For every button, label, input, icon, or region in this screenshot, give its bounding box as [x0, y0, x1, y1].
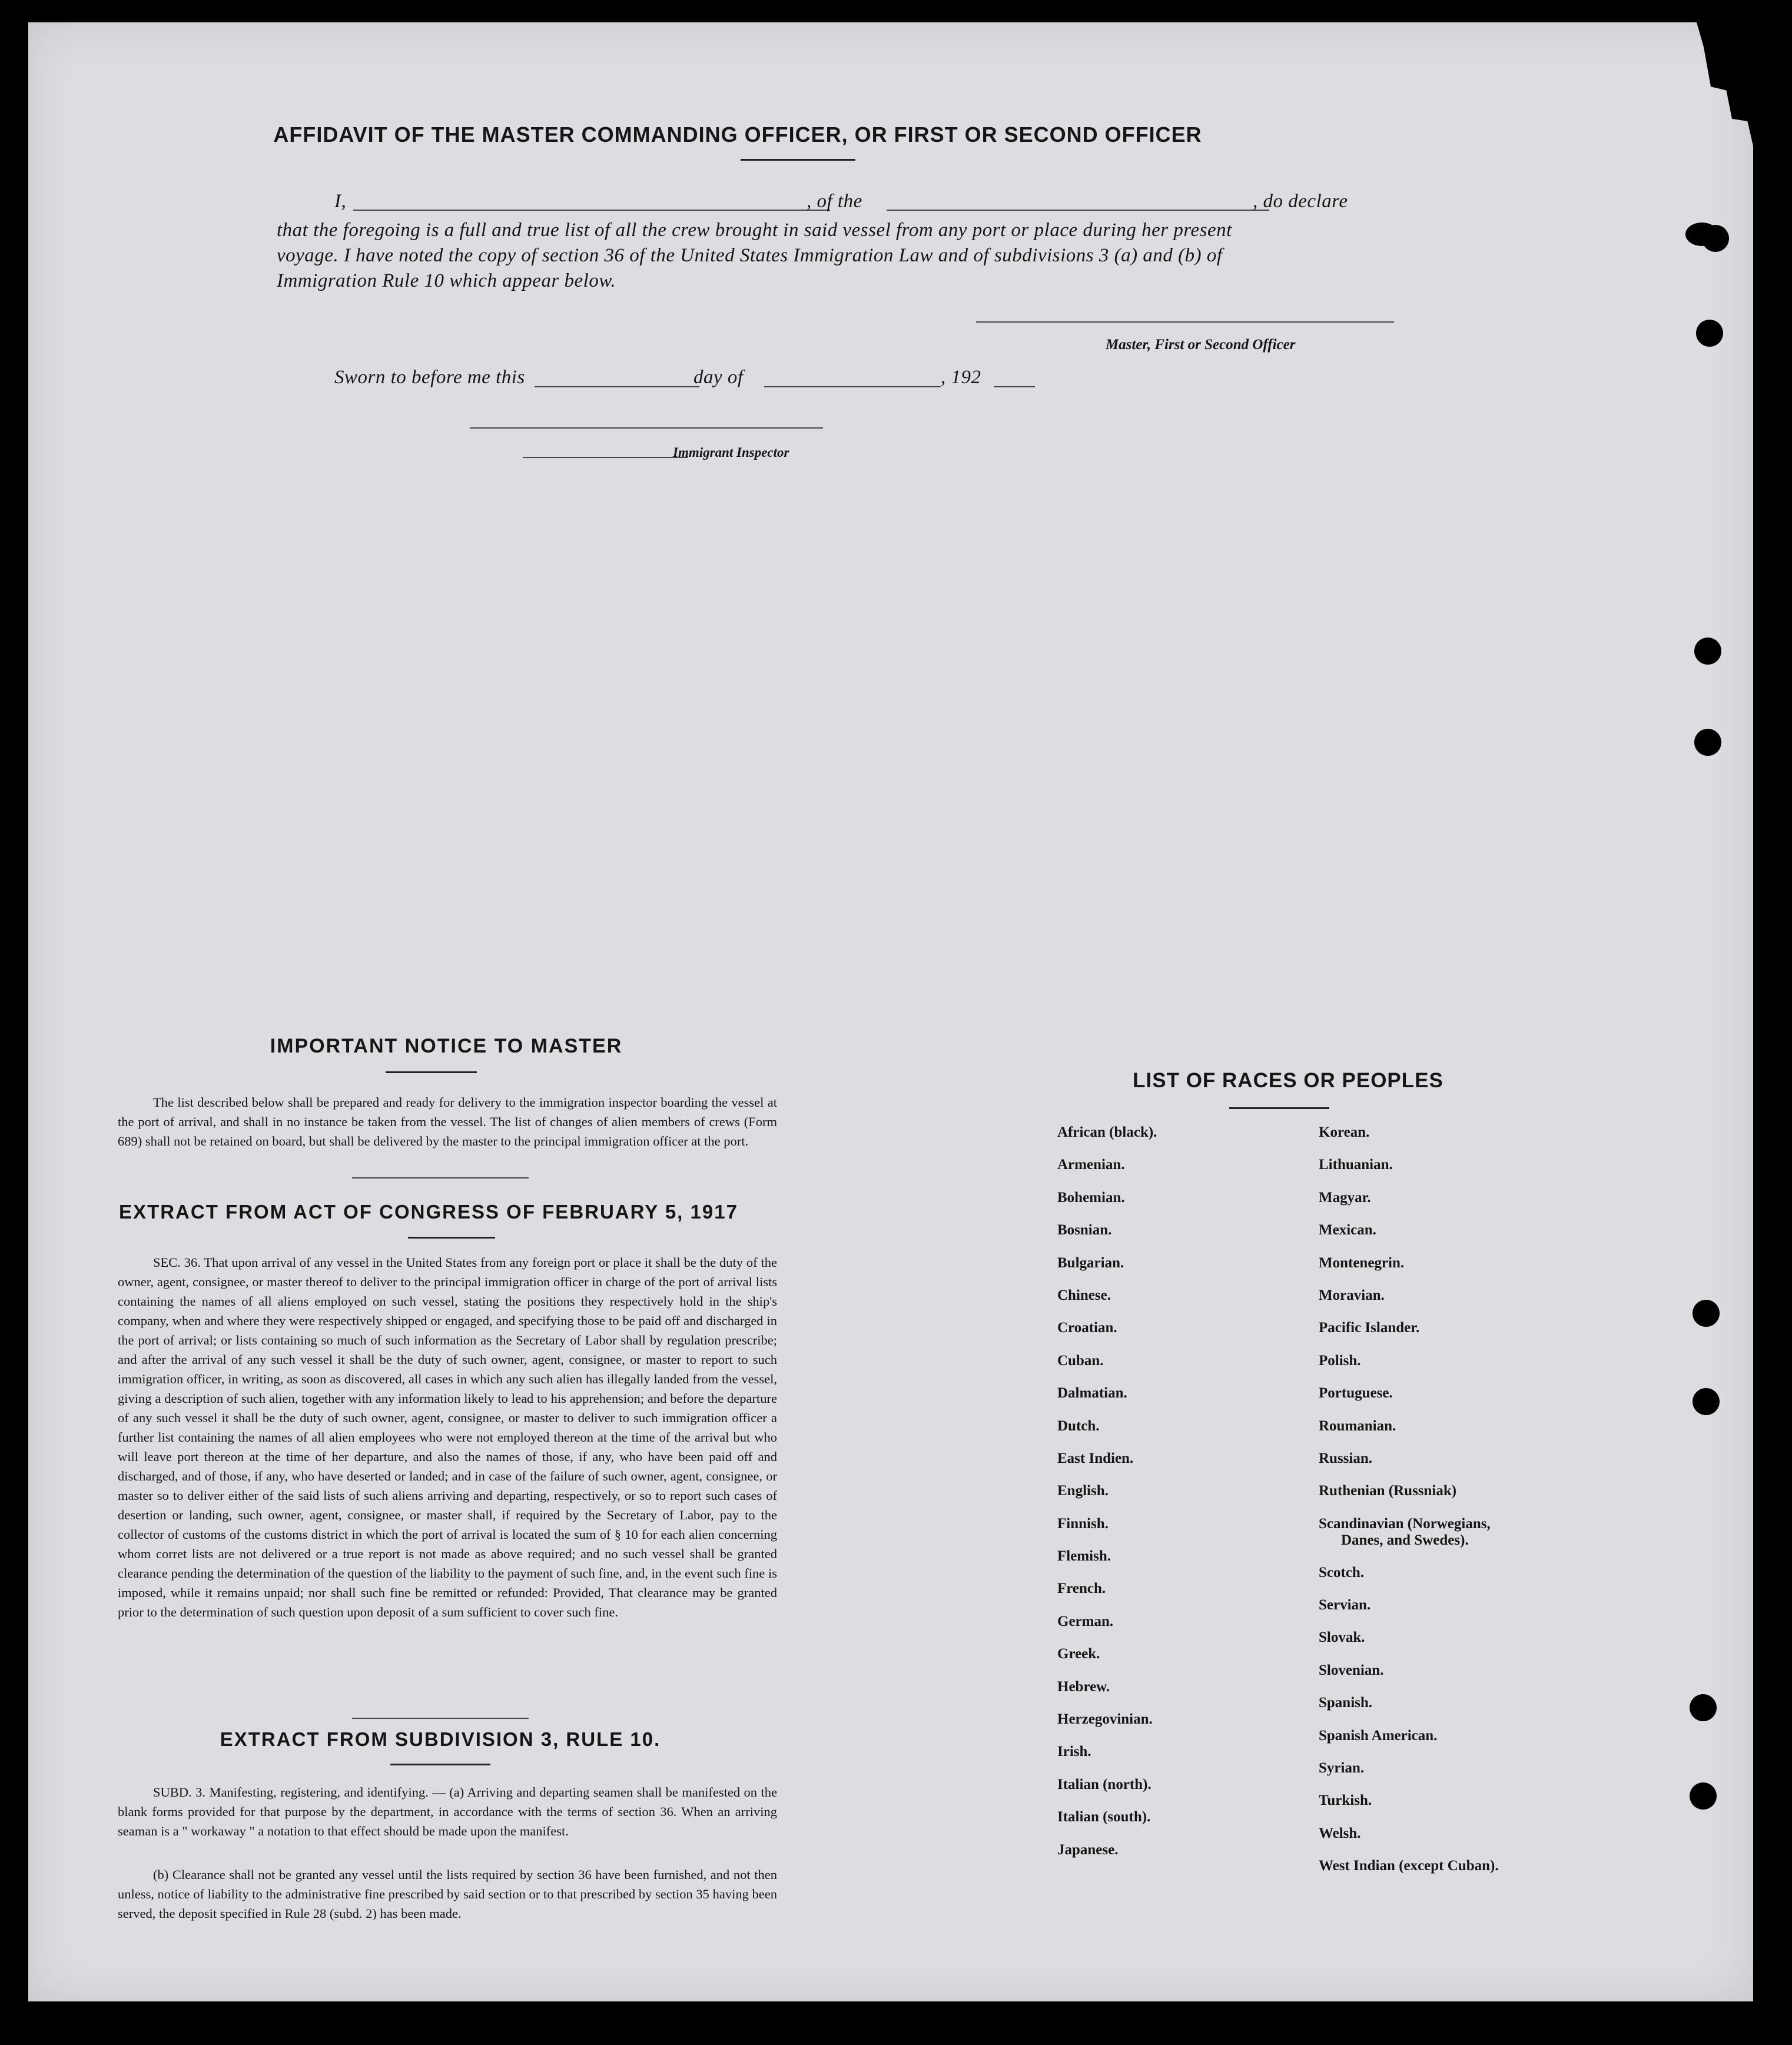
- affidavit-line-3: voyage. I have noted the copy of section 36 of the United States Immigration Law and of subdivisions 3 (a) and (b) of: [277, 245, 1223, 266]
- affidavit-declare-label: , do declare: [1253, 191, 1348, 212]
- race-item: Mexican.: [1319, 1222, 1376, 1239]
- extract-act-divider: [408, 1237, 495, 1239]
- signature-blank-line: [976, 321, 1394, 323]
- punch-hole-icon: [1693, 1388, 1720, 1415]
- race-item-scandinavian: [1319, 1508, 1499, 1556]
- race-item: Spanish.: [1319, 1695, 1373, 1711]
- race-item: Japanese.: [1057, 1841, 1119, 1858]
- race-item: Irish.: [1057, 1744, 1091, 1760]
- race-item: Portuguese.: [1319, 1385, 1393, 1402]
- notice-divider: [386, 1071, 477, 1073]
- torn-corner: [1683, 22, 1753, 146]
- affidavit-line-4: Immigration Rule 10 which appear below.: [277, 270, 616, 291]
- year-blank-line: [994, 386, 1035, 387]
- extract-act-end-divider: [352, 1718, 529, 1719]
- punch-hole-icon: [1690, 1694, 1717, 1721]
- race-item: Slovenian.: [1319, 1662, 1384, 1678]
- affidavit-i-label: I,: [334, 191, 347, 212]
- race-item: Montenegrin.: [1319, 1254, 1405, 1271]
- race-item: Servian.: [1319, 1597, 1371, 1614]
- document-page: [28, 22, 1753, 2001]
- extract-rule-title: EXTRACT FROM SUBDIVISION 3, RULE 10.: [220, 1728, 661, 1750]
- rule-paragraph-a: SUBD. 3. Manifesting, registering, and identifying. — (a) Arriving and departing seamen shall be manifested on the blank forms provided for that purpose by the department, in accordance with the terms of section 36. When an arriving seaman is a " workaway " a notation to that effect should be made upon the manifest.: [118, 1785, 777, 1838]
- punch-hole-icon: [1690, 1782, 1717, 1810]
- race-item: Korean.: [1319, 1124, 1370, 1140]
- race-item-line: Scandinavian (Norwegians,: [1319, 1515, 1491, 1532]
- race-item: Bohemian.: [1057, 1189, 1125, 1206]
- punch-hole-icon: [1702, 225, 1729, 252]
- race-item: Turkish.: [1319, 1792, 1372, 1809]
- races-column-1: [1057, 1116, 1157, 1866]
- affidavit-line-2: that the foregoing is a full and true list of all the crew brought in said vessel from any port or place during her present: [277, 220, 1232, 241]
- race-item: English.: [1057, 1483, 1109, 1499]
- race-item: Pacific Islander.: [1319, 1320, 1420, 1336]
- race-item: Scotch.: [1319, 1564, 1365, 1581]
- race-item: Croatian.: [1057, 1320, 1117, 1336]
- race-item: Flemish.: [1057, 1548, 1111, 1565]
- notice-body: The list described below shall be prepared and ready for delivery to the immigration inspector boarding the vessel at the port of arrival, and shall in no instance be taken from the vessel. The list of changes of alien members of crews (Form 689) shall not be retained on board, but shall be delivered by the master to the principal immigration officer at the port.: [118, 1095, 777, 1148]
- inspector-caption: Immigrant Inspector: [673, 445, 789, 460]
- extract-act-title: EXTRACT FROM ACT OF CONGRESS OF FEBRUARY 5, 1917: [119, 1201, 738, 1223]
- race-item: Moravian.: [1319, 1287, 1385, 1303]
- race-item: German.: [1057, 1613, 1114, 1629]
- races-divider: [1229, 1107, 1329, 1109]
- races-column-2: [1319, 1116, 1499, 1883]
- day-of-label: day of: [693, 367, 744, 388]
- inspector-caption-line: [523, 457, 688, 458]
- affidavit-of-the-label: , of the: [807, 191, 862, 212]
- race-item: Magyar.: [1319, 1189, 1371, 1206]
- punch-hole-icon: [1693, 1300, 1720, 1327]
- race-item: Cuban.: [1057, 1352, 1104, 1369]
- title-divider: [741, 159, 855, 161]
- punch-hole-icon: [1694, 729, 1721, 756]
- race-item: Roumanian.: [1319, 1417, 1396, 1434]
- race-item: Dutch.: [1057, 1417, 1100, 1434]
- race-item: East Indien.: [1057, 1450, 1134, 1466]
- race-item: Syrian.: [1319, 1760, 1365, 1777]
- race-item-line: Danes, and Swedes).: [1341, 1532, 1469, 1548]
- inspector-blank-line: [470, 427, 823, 429]
- race-item: Ruthenian (Russniak): [1319, 1483, 1457, 1499]
- race-item: Russian.: [1319, 1450, 1373, 1466]
- race-item: Lithuanian.: [1319, 1157, 1393, 1173]
- race-item: Herzegovinian.: [1057, 1711, 1153, 1728]
- race-item: Greek.: [1057, 1646, 1100, 1662]
- name-blank-line: [353, 210, 830, 211]
- races-title: LIST OF RACES OR PEOPLES: [1133, 1069, 1443, 1092]
- day-blank-line: [535, 386, 699, 387]
- sworn-label: Sworn to before me this: [334, 367, 525, 388]
- year-label: , 192: [941, 367, 981, 388]
- race-item: Italian (north).: [1057, 1776, 1151, 1792]
- extract-rule-divider: [390, 1764, 490, 1765]
- notice-end-divider: [352, 1177, 529, 1178]
- race-item: Bulgarian.: [1057, 1254, 1124, 1271]
- month-blank-line: [764, 386, 941, 387]
- race-item: Dalmatian.: [1057, 1385, 1127, 1402]
- race-item: Italian (south).: [1057, 1809, 1151, 1825]
- race-item: Chinese.: [1057, 1287, 1111, 1303]
- race-item: Finnish.: [1057, 1515, 1109, 1532]
- race-item: Armenian.: [1057, 1157, 1125, 1173]
- race-item: Hebrew.: [1057, 1678, 1110, 1695]
- race-item: Polish.: [1319, 1352, 1361, 1369]
- extract-act-body: SEC. 36. That upon arrival of any vessel in the United States from any foreign port or place it shall be the duty of the owner, agent, consignee, or master thereof to deliver to the principal immigration officer in charge of the port of arrival lists containing the names of all aliens employed on such vessel, stating the positions they respectively hold in the ship's company, when and where they were respectively shipped or engaged, and specifying those to be paid off and discharged in the port of arrival; or lists containing so much of such information as the Secretary of Labor shall by regulation prescribe; and after the arrival of any such vessel it shall be the duty of such owner, agent, consignee, or master to report to such immigration officer, in writing, as soon as discovered, all cases in which any such alien has illegally landed from the vessel, giving a description of such alien, together with any information likely to lead to his apprehension; and before the departure of any such vessel it shall be the duty of such owner, agent, consignee, or master to deliver to such immigration officer a further list containing the names of all alien employees who were not employed thereon at the time of the arrival but who will leave port thereon at the time of her departure, and also the names of those, if any, who have been paid off and discharged, and of those, if any, who have deserted or landed; and in case of the failure of such owner, agent, consignee, or master so to deliver either of the said lists of such aliens arriving and departing, respectively, or so to report such cases of desertion or landing, such owner, agent, consignee, or master shall, if required by the Secretary of Labor, pay to the collector of customs of the customs district in which the port of arrival is located the sum of § 10 for each alien concerning whom corret lists are not delivered or a true report is not made as above required; and no such vessel shall be granted clearance pending the determination of the question of the liability to the payment of such fine, and, in the event such fine is imposed, while it remains unpaid; nor shall such fine be remitted or refunded: Provided, That clearance may be granted prior to the determination of such question upon deposit of a sum sufficient to cover such fine.: [118, 1255, 777, 1619]
- race-item: African (black).: [1057, 1124, 1157, 1140]
- race-item: Slovak.: [1319, 1629, 1365, 1646]
- affidavit-title: AFFIDAVIT OF THE MASTER COMMANDING OFFICER, OR FIRST OR SECOND OFFICER: [273, 122, 1202, 147]
- notice-title: IMPORTANT NOTICE TO MASTER: [270, 1035, 623, 1057]
- signature-caption: Master, First or Second Officer: [1106, 337, 1296, 353]
- punch-hole-icon: [1696, 320, 1723, 347]
- race-item: Bosnian.: [1057, 1222, 1112, 1239]
- race-item: Spanish American.: [1319, 1727, 1438, 1744]
- punch-hole-icon: [1694, 638, 1721, 665]
- rule-paragraph-b: (b) Clearance shall not be granted any vessel until the lists required by section 36 have been furnished, and not then unless, notice of liability to the administrative fine prescribed by said section or to that prescribed by section 35 having been served, the deposit specified in Rule 28 (subd. 2) has been made.: [118, 1867, 777, 1921]
- race-item: West Indian (except Cuban).: [1319, 1858, 1499, 1874]
- race-item: Welsh.: [1319, 1825, 1361, 1841]
- vessel-blank-line: [887, 210, 1269, 211]
- race-item: French.: [1057, 1581, 1106, 1597]
